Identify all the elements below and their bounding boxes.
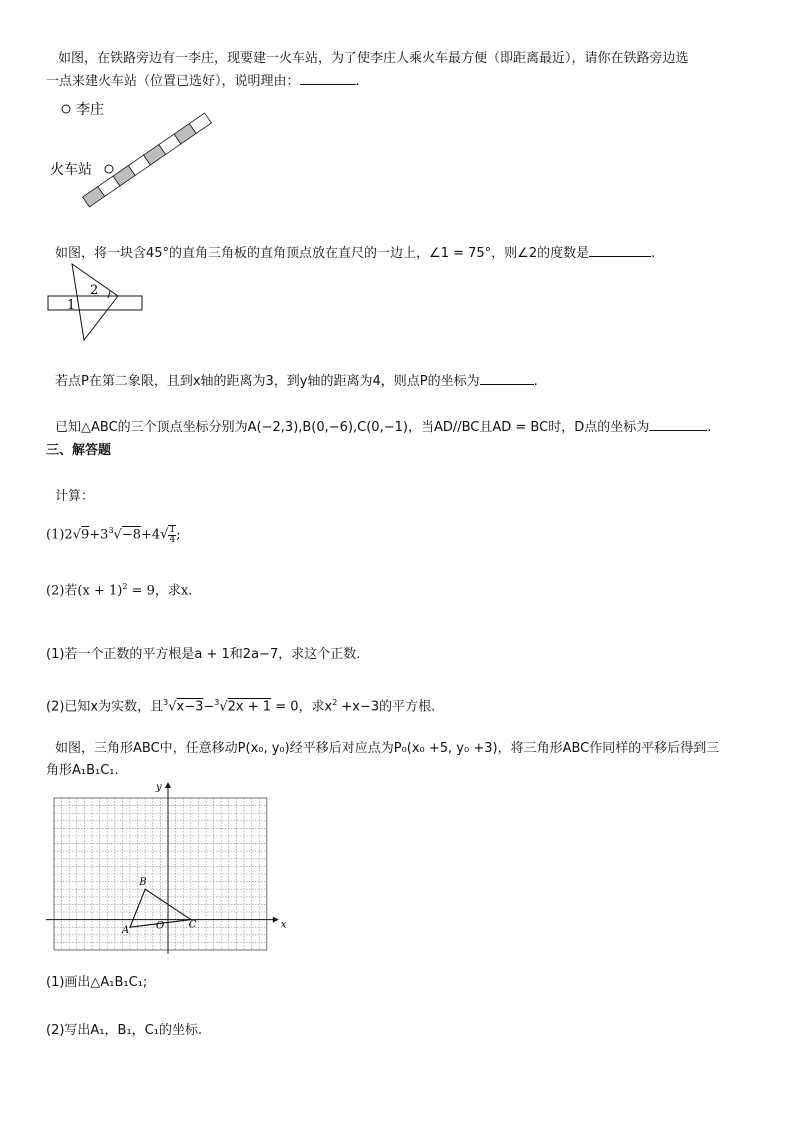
- q5-intro: 计算：: [55, 489, 95, 504]
- village-label: 李庄: [76, 102, 104, 118]
- sqrt-9-radicand: 9: [80, 527, 90, 543]
- fraction-den: 4: [169, 534, 176, 545]
- q6-p2-c: +x−3的平方根.: [337, 699, 436, 715]
- railway-track: [83, 113, 212, 207]
- q7-line2: 角形A₁B₁C₁.: [46, 763, 119, 778]
- q6-part2: [46, 694, 435, 716]
- sqrt-9: √9: [72, 527, 90, 543]
- q6-cbrt2: √2x + 1: [219, 699, 272, 715]
- q6-cbrt2-index: 3: [214, 698, 220, 707]
- q1-answer-blank[interactable]: [300, 72, 356, 85]
- cbrt-radicand: −8: [121, 527, 141, 543]
- q5-p1-coef: (1)2: [46, 527, 73, 543]
- right-angle-mark: [108, 291, 110, 298]
- q3-answer-blank[interactable]: [480, 372, 534, 385]
- q1-line2: 一点来建火车站（位置已选好），说明理由：: [46, 74, 300, 89]
- section-heading: 三、解答题: [46, 443, 112, 458]
- q5-part1: [46, 522, 181, 545]
- q5-p1-plus2: +4: [141, 527, 161, 543]
- q6-part1: (1)若一个正数的平方根是a + 1和2a−7，求这个正数.: [46, 647, 361, 662]
- y-axis-arrow-icon: [165, 782, 171, 788]
- set-square-icon: [72, 264, 118, 340]
- sqrt-quarter: √ $\frac{1}{4}$: [160, 524, 176, 545]
- fraction-num: 1: [169, 524, 176, 535]
- y-axis-label: y: [156, 782, 162, 793]
- triangle-ruler-figure: [46, 262, 156, 352]
- q5-p2-a: (2)若(x + 1): [46, 583, 123, 599]
- q6-cbrt1-radicand: x−3: [176, 699, 204, 715]
- q6-p2-a: (2)已知x为实数，且: [46, 699, 164, 715]
- q1-end: .: [355, 74, 360, 89]
- x-axis-arrow-icon: [273, 917, 279, 923]
- q7-part2: (2)写出A₁，B₁，C₁的坐标.: [46, 1023, 203, 1038]
- q2-line: [55, 244, 655, 263]
- q6-cbrt1-index: 3: [163, 698, 169, 707]
- q2-answer-blank[interactable]: [589, 244, 651, 257]
- q6-p2-exp: 2: [332, 698, 338, 707]
- q5-p2-b: = 9，求x.: [127, 583, 193, 599]
- station-label: 火车站: [50, 162, 92, 178]
- q3-end: .: [533, 374, 538, 389]
- q5-p1-end: ;: [176, 527, 181, 543]
- axes: [46, 782, 287, 954]
- q2-text: 如图，将一块含45°的直角三角板的直角顶点放在直尺的一边上，∠1 = 75°，则∠2的度数是: [55, 246, 590, 261]
- q4-end: .: [707, 420, 712, 435]
- q7-line1: 如图，三角形ABC中，任意移动P(x₀, y₀)经平移后对应点为P₀(x₀ +5, y₀ +3)，将三角形ABC作同样的平移后得到三: [55, 741, 720, 756]
- q5-p1-plus1: +3: [89, 527, 109, 543]
- q6-cbrt2-radicand: 2x + 1: [227, 699, 272, 715]
- q4-text: 已知△ABC的三个顶点坐标分别为A(−2,3),B(0,−6),C(0,−1)，当AD//BC且AD = BC时，D点的坐标为: [55, 420, 650, 435]
- angle-1-label: 1: [67, 298, 76, 313]
- ruler-icon: [48, 296, 142, 310]
- q3-text: 若点P在第二象限，且到x轴的距离为3，到y轴的距离为4，则点P的坐标为: [55, 374, 480, 389]
- q2-end: .: [651, 246, 656, 261]
- cbrt-index: 3: [108, 526, 114, 535]
- station-point-icon: [105, 165, 113, 173]
- q7-part1: (1)画出△A₁B₁C₁;: [46, 975, 148, 990]
- q1-line1: 如图，在铁路旁边有一李庄，现要建一火车站，为了使李庄人乘火车最方便（即距离最近），请你在铁路旁边选: [58, 51, 689, 66]
- railway-figure: [40, 94, 280, 214]
- q6-cbrt1: √x−3: [168, 699, 204, 715]
- village-point-icon: [62, 105, 70, 113]
- vertex-label-b: B: [139, 877, 147, 889]
- q4-answer-blank[interactable]: [649, 418, 707, 431]
- q6-p2-b: = 0，求x: [271, 699, 333, 715]
- vertex-label-a: A: [122, 925, 130, 937]
- origin-label: O: [156, 920, 165, 932]
- q3-line: [55, 372, 538, 391]
- vertex-label-c: C: [188, 919, 197, 931]
- q1-line2-wrap: [46, 72, 360, 91]
- q6-minus: −: [203, 699, 215, 715]
- angle-2-label: 2: [90, 283, 99, 298]
- q4-line: [55, 418, 711, 437]
- q5-p2-exp: 2: [122, 582, 128, 591]
- q5-part2: [46, 578, 192, 600]
- x-axis-label: x: [280, 919, 287, 931]
- cbrt-neg8: √−8: [113, 527, 141, 543]
- coordinate-grid: [46, 780, 296, 955]
